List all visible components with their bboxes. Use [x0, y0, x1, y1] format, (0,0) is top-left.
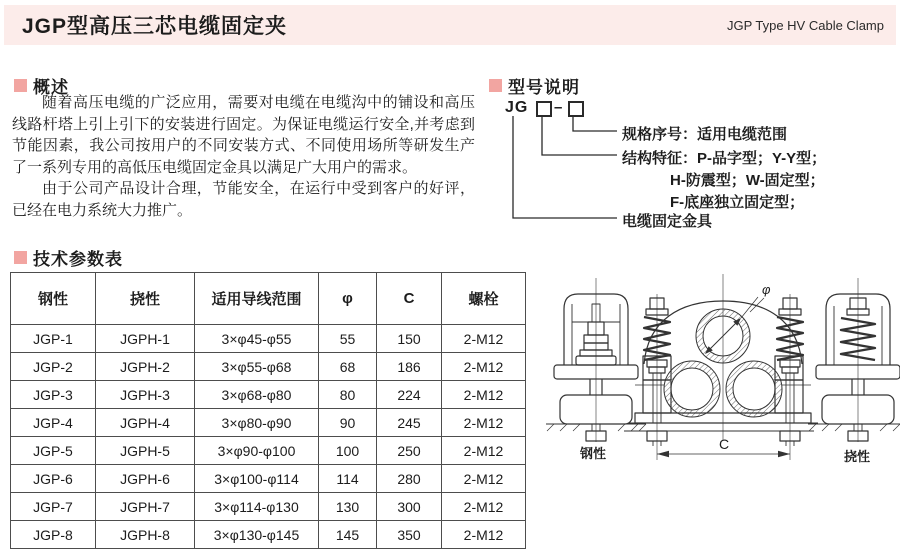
table-cell: JGPH-7	[96, 493, 195, 521]
model-label-spec: 规格序号：适用电缆范围	[622, 126, 788, 143]
table-cell: JGPH-6	[96, 465, 195, 493]
table-cell: 2-M12	[442, 325, 526, 353]
table-cell: 3×φ130-φ145	[195, 521, 319, 549]
table-cell: JGP-8	[11, 521, 96, 549]
model-prefix: JG	[505, 99, 529, 116]
table-row	[11, 437, 526, 465]
table-row	[11, 493, 526, 521]
col-header-range: 适用导线范围	[195, 273, 319, 325]
flexible-view-label: 挠性	[843, 449, 870, 464]
section-marker-icon	[489, 79, 502, 92]
table-row	[11, 325, 526, 353]
table-cell: JGP-1	[11, 325, 96, 353]
col-header-phi: φ	[319, 273, 377, 325]
table-row	[11, 409, 526, 437]
table-cell: 245	[377, 409, 442, 437]
table-cell: 145	[319, 521, 377, 549]
table-cell: 350	[377, 521, 442, 549]
section-marker-icon	[14, 251, 27, 264]
table-cell: JGPH-2	[96, 353, 195, 381]
col-header-flexible: 挠性	[96, 273, 195, 325]
rigid-view-label: 钢性	[579, 446, 606, 461]
model-label-structure3: F-底座独立固定型；	[670, 194, 805, 211]
model-title: 型号说明	[508, 78, 580, 97]
table-cell: 3×φ55-φ68	[195, 353, 319, 381]
table-cell: JGP-5	[11, 437, 96, 465]
table-cell: 300	[377, 493, 442, 521]
technical-drawing	[540, 268, 900, 468]
table-cell: 130	[319, 493, 377, 521]
overview-paragraph: 由于公司产品设计合理，节能安全，在运行中受到客户的好评，已经在电力系统大力推广。	[12, 180, 475, 219]
model-designation-diagram	[489, 96, 895, 236]
model-dash: –	[554, 99, 563, 116]
table-cell: 80	[319, 381, 377, 409]
table-cell: 2-M12	[442, 353, 526, 381]
section-marker-icon	[14, 79, 27, 92]
table-cell: 55	[319, 325, 377, 353]
params-title: 技术参数表	[33, 250, 123, 269]
overview-paragraph: 随着高压电缆的广泛应用，需要对电缆在电缆沟中的铺设和高压线路杆塔上引上引下的安装进行固定。为保证电缆运行安全,并考虑到节能因素，我公司按用户的不同安装方式、不同使用场所等研发生产了一系列专用的高低压电缆固定金具以满足广大用户的需求。	[12, 94, 475, 176]
table-row	[11, 381, 526, 409]
table-cell: 3×φ68-φ80	[195, 381, 319, 409]
overview-title: 概述	[33, 78, 69, 97]
clamp-front-view	[624, 274, 818, 460]
table-row	[11, 465, 526, 493]
model-spec-box	[568, 101, 584, 117]
table-cell: JGP-7	[11, 493, 96, 521]
table-cell: 3×φ114-φ130	[195, 493, 319, 521]
table-cell: 2-M12	[442, 437, 526, 465]
table-cell: JGP-2	[11, 353, 96, 381]
table-cell: 100	[319, 437, 377, 465]
dim-phi-label: φ	[762, 282, 771, 297]
dim-c-label: C	[719, 436, 730, 452]
model-structure-box	[536, 101, 552, 117]
table-cell: JGPH-3	[96, 381, 195, 409]
page-header	[4, 5, 896, 45]
table-header-row	[11, 273, 526, 325]
table-cell: JGPH-5	[96, 437, 195, 465]
page-title-english: JGP Type HV Cable Clamp	[726, 17, 884, 33]
table-cell: 2-M12	[442, 409, 526, 437]
page-title: JGP型高压三芯电缆固定夹	[22, 15, 288, 38]
table-cell: JGP-3	[11, 381, 96, 409]
table-cell: JGP-6	[11, 465, 96, 493]
table-cell: 3×φ45-φ55	[195, 325, 319, 353]
model-section-heading	[489, 73, 580, 98]
col-header-rigid: 钢性	[11, 273, 96, 325]
table-cell: 3×φ80-φ90	[195, 409, 319, 437]
table-cell: 90	[319, 409, 377, 437]
table-cell: 224	[377, 381, 442, 409]
table-cell: 2-M12	[442, 381, 526, 409]
table-cell: 3×φ100-φ114	[195, 465, 319, 493]
table-cell: 250	[377, 437, 442, 465]
overview-text	[12, 92, 475, 221]
table-cell: 280	[377, 465, 442, 493]
table-cell: JGPH-8	[96, 521, 195, 549]
model-label-structure2: H-防震型；W-固定型；	[670, 172, 825, 189]
table-cell: 3×φ90-φ100	[195, 437, 319, 465]
flexible-view	[808, 278, 900, 442]
table-cell: JGP-4	[11, 409, 96, 437]
table-cell: 2-M12	[442, 521, 526, 549]
model-label-base: 电缆固定金具	[622, 213, 713, 230]
col-header-bolt: 螺栓	[442, 273, 526, 325]
model-label-structure: 结构特征：P-品字型；Y-Y型；	[622, 150, 827, 167]
table-cell: 2-M12	[442, 493, 526, 521]
col-header-c: C	[377, 273, 442, 325]
table-row	[11, 353, 526, 381]
table-cell: 114	[319, 465, 377, 493]
table-cell: 150	[377, 325, 442, 353]
params-section-heading	[14, 245, 123, 270]
table-cell: JGPH-1	[96, 325, 195, 353]
table-cell: JGPH-4	[96, 409, 195, 437]
table-cell: 68	[319, 353, 377, 381]
table-cell: 2-M12	[442, 465, 526, 493]
table-cell: 186	[377, 353, 442, 381]
parameters-table	[10, 272, 526, 549]
rigid-view	[546, 278, 646, 442]
table-row	[11, 521, 526, 549]
